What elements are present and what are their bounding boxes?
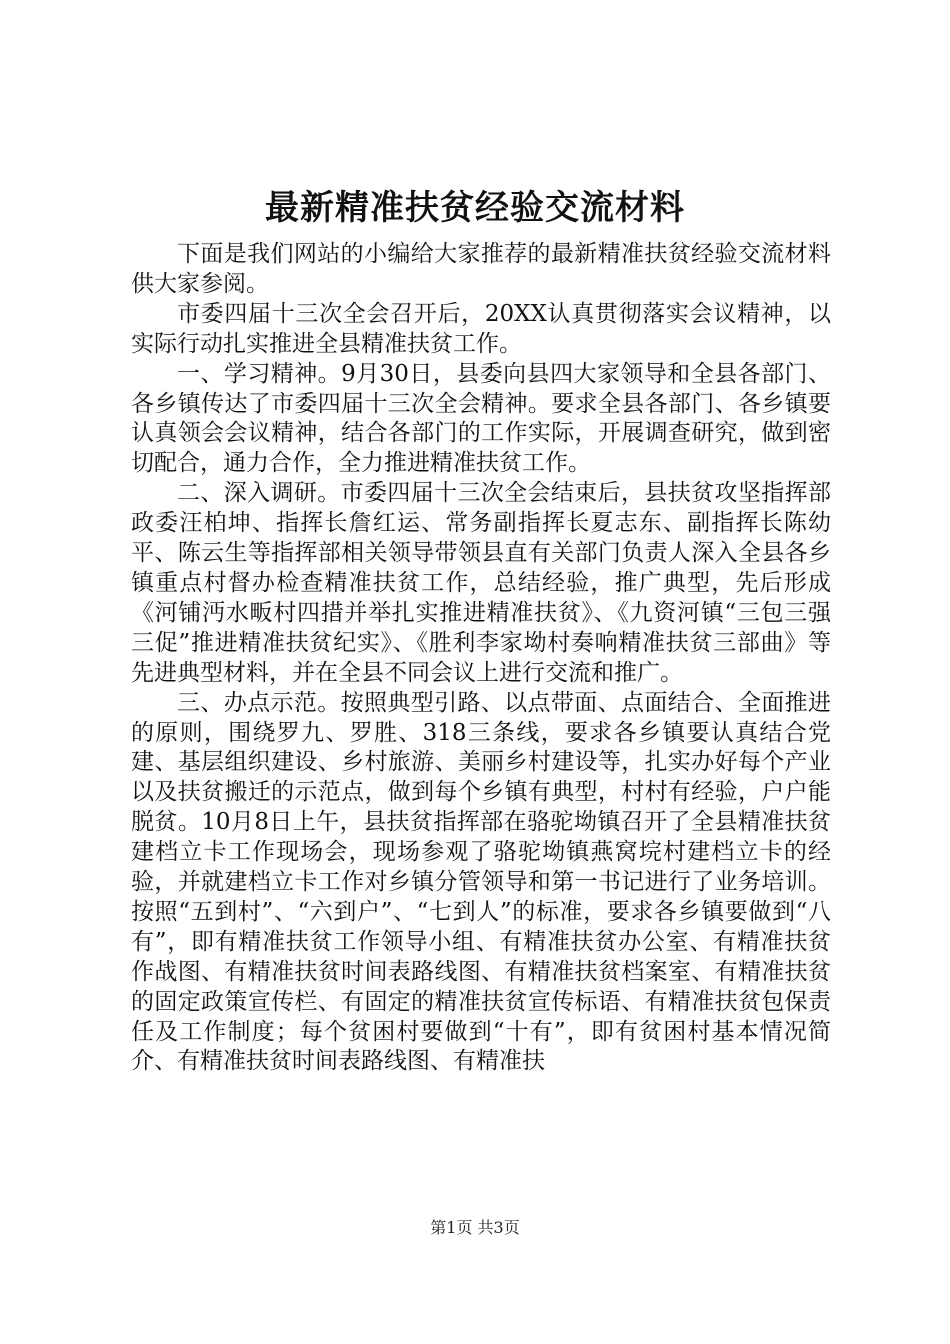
document-body xyxy=(131,240,831,1077)
document-title: 最新精准扶贫经验交流材料 xyxy=(265,188,685,228)
paragraph-intro: 下面是我们网站的小编给大家推荐的最新精准扶贫经验交流材料供大家参阅。 xyxy=(131,241,831,297)
paragraph-background: 市委四届十三次全会召开后，20XX认真贯彻落实会议精神，以实际行动扎实推进全县精准扶贫工作。 xyxy=(131,300,831,357)
page-footer: 第1页 共3页 xyxy=(430,1218,520,1237)
paragraph-section-2: 二、深入调研。市委四届十三次全会结束后，县扶贫攻坚指挥部政委汪柏坤、指挥长詹红运、常务副指挥长夏志东、副指挥长陈幼平、陈云生等指挥部相关领导带领县直有关部门负责人深入全县各乡镇重点村督办检查精准扶贫工作，总结经验，推广典型，先后形成《河铺沔水畈村四措并举扎实推进精准扶贫》、《九资河镇“三包三强三促”推进精准扶贫纪实》、《胜利李家坳村奏响精准扶贫三部曲》等先进典型材料，并在全县不同会议上进行交流和推广。 xyxy=(131,480,831,686)
paragraph-section-3: 三、办点示范。按照典型引路、以点带面、点面结合、全面推进的原则，围绕罗九、罗胜、318三条线，要求各乡镇要认真结合党建、基层组织建设、乡村旅游、美丽乡村建设等，扎实办好每个产业以及扶贫搬迁的示范点，做到每个乡镇有典型，村村有经验，户户能脱贫。10月8日上午，县扶贫指挥部在骆驼坳镇召开了全县精准扶贫建档立卡工作现场会，现场参观了骆驼坳镇燕窝垸村建档立卡的经验，并就建档立卡工作对乡镇分管领导和第一书记进行了业务培训。按照“五到村”、“六到户”、“七到人”的标准，要求各乡镇要做到“八有”，即有精准扶贫工作领导小组、有精准扶贫办公室、有精准扶贫作战图、有精准扶贫时间表路线图、有精准扶贫档案室、有精准扶贫的固定政策宣传栏、有固定的精准扶贫宣传标语、有精准扶贫包保责任及工作制度；每个贫困村要做到“十有”，即有贫困村基本情况简介、有精准扶贫时间表路线图、有精准扶 xyxy=(131,689,831,1075)
paragraph-section-1: 一、学习精神。9月30日，县委向县四大家领导和全县各部门、各乡镇传达了市委四届十三次全会精神。要求全县各部门、各乡镇要认真领会会议精神，结合各部门的工作实际，开展调查研究，做到密切配合，通力合作，全力推进精准扶贫工作。 xyxy=(131,360,831,477)
